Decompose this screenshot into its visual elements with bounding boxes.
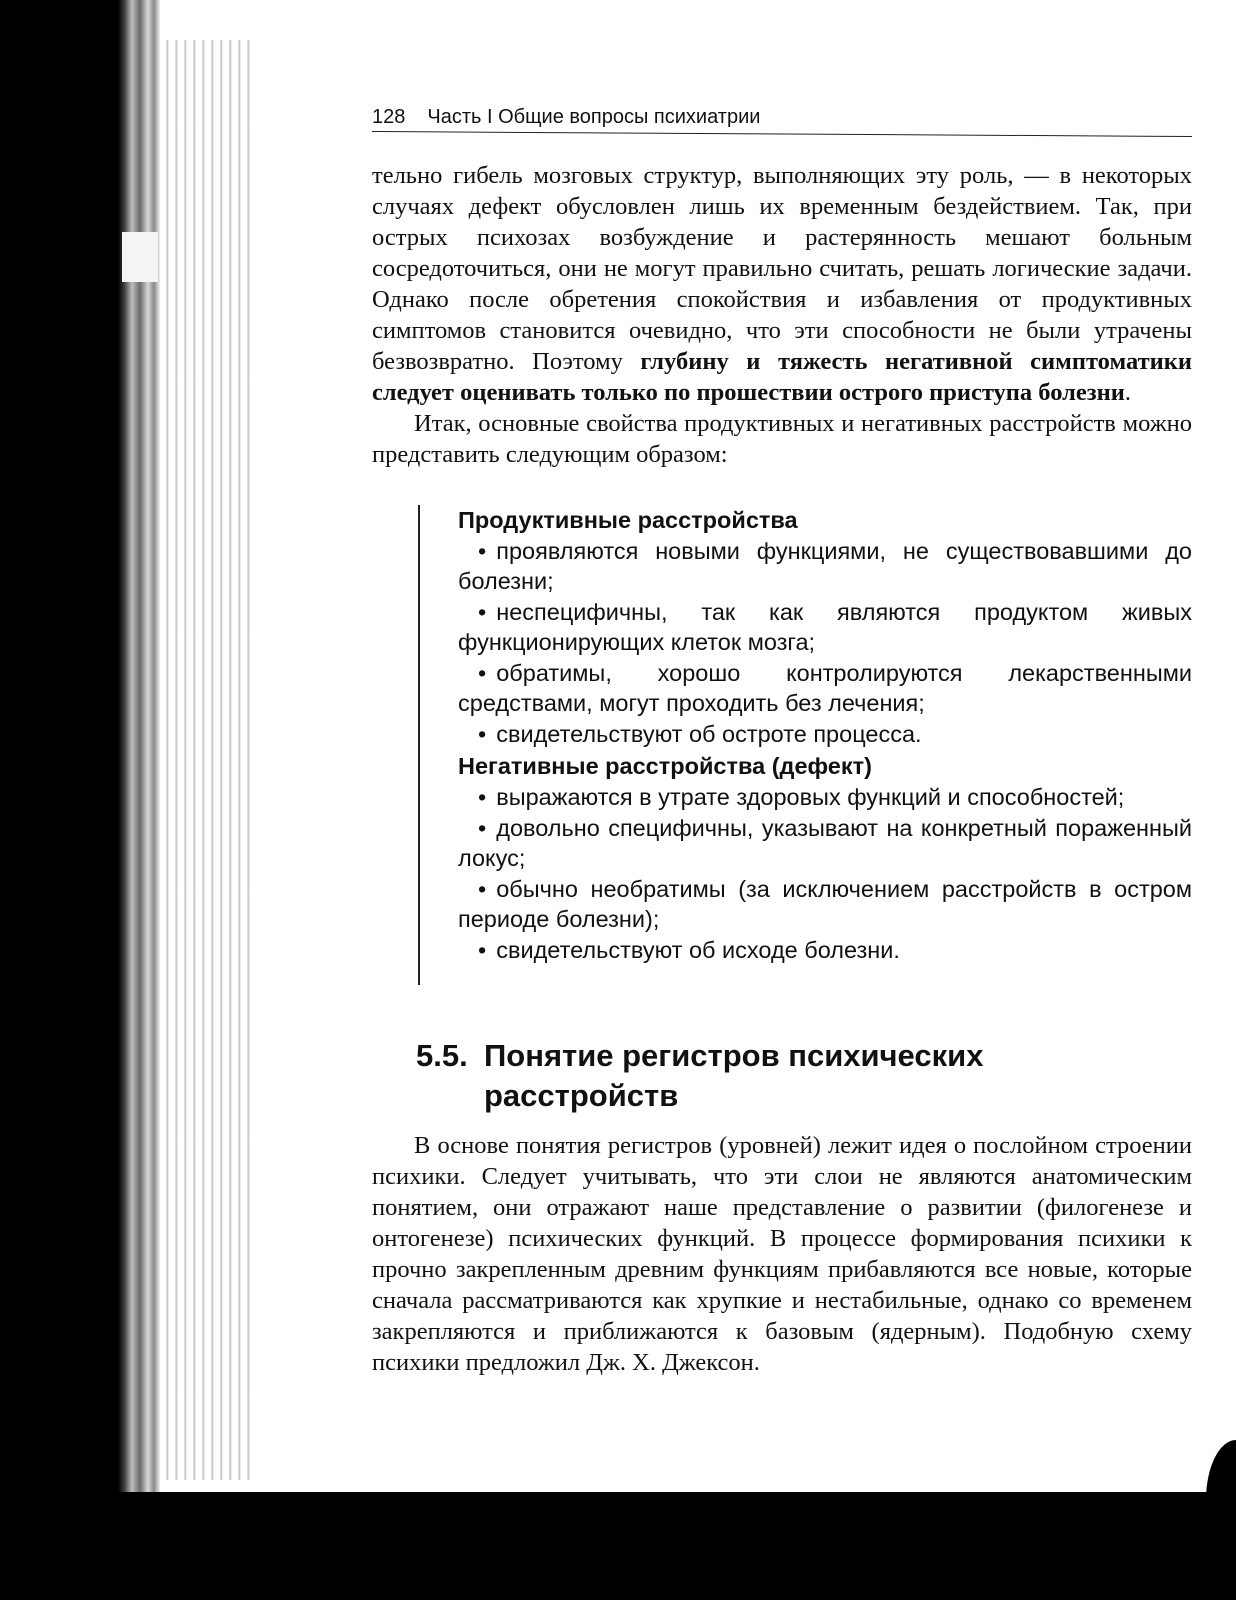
bullet-icon: •	[478, 599, 487, 625]
section-title-line-1: Понятие регистров психических	[484, 1038, 984, 1073]
paragraph-1-text: тельно гибель мозговых структур, выполняющих эту роль, — в некоторых случаях дефект обусловлен лишь их временным бездействием. Так, при острых психозах возбуждение и растерянность мешают больным сосредоточиться, они не могут правильно считать, решать логические задачи. Однако после обретения спокойствия и избавления от продуктивных симптомов становится очевидно, что эти способности не были утрачены безвозвратно. Поэтому	[372, 162, 1192, 375]
list-item	[458, 782, 1192, 812]
scan-page-curl	[1206, 1440, 1236, 1500]
list-item	[458, 719, 1192, 749]
scan-artifact	[122, 232, 158, 282]
list-item	[458, 597, 1192, 657]
scan-gutter-streaks	[160, 40, 255, 1480]
paragraph-1-end: .	[1124, 379, 1131, 406]
disorders-list	[458, 504, 1192, 966]
bullet-icon: •	[478, 721, 487, 747]
list-item	[458, 658, 1192, 718]
list-item-text: обычно необратимы (за исключением расстройств в остром периоде болезни);	[458, 876, 1192, 932]
negative-heading: Негативные расстройства (дефект)	[458, 753, 872, 779]
section-heading	[416, 1036, 1176, 1116]
productive-heading: Продуктивные расстройства	[458, 507, 798, 533]
bullet-icon: •	[478, 538, 487, 564]
list-item	[458, 874, 1192, 934]
paragraph-2: Итак, основные свойства продуктивных и негативных расстройств можно представить следующим образом:	[372, 410, 1192, 468]
bullet-icon: •	[478, 876, 487, 902]
page-number: 128	[372, 106, 406, 128]
bullet-icon: •	[478, 784, 487, 810]
paragraph-1	[372, 160, 1192, 408]
list-item	[458, 813, 1192, 873]
list-item-text: обратимы, хорошо контролируются лекарственными средствами, могут проходить без лечения;	[458, 660, 1192, 716]
paragraph-1-bold: глубину и тяжесть негативной симптоматики следует оценивать только по прошествии острого приступа болезни	[372, 348, 1192, 406]
bullet-icon: •	[478, 815, 487, 841]
list-item-text: неспецифичны, так как являются продуктом живых функционирующих клеток мозга;	[458, 599, 1192, 655]
bullet-icon: •	[478, 937, 487, 963]
bullet-icon: •	[478, 660, 487, 686]
list-item	[458, 935, 1192, 965]
list-item-text: довольно специфичны, указывают на конкретный пораженный локус;	[458, 815, 1192, 871]
running-title: Часть I Общие вопросы психиатрии	[427, 106, 761, 128]
running-header	[372, 106, 1192, 134]
list-sidebar-rule	[418, 505, 420, 985]
list-item-text: проявляются новыми функциями, не существовавшими до болезни;	[458, 538, 1192, 594]
paragraph-3: В основе понятия регистров (уровней) лежит идея о послойном строении психики. Следует учитывать, что эти слои не являются анатомическим понятием, они отражают наше представление о развитии (филогенезе и онтогенезе) психических функций. В процессе формирования психики к прочно закрепленным древним функциям прибавляются все новые, которые сначала рассматриваются как хрупкие и нестабильные, однако со временем закрепляются и приближаются к базовым (ядерным). Подобную схему психики предложил Дж. Х. Джексон.	[372, 1132, 1192, 1376]
list-item-text: свидетельствуют об исходе болезни.	[496, 937, 900, 963]
list-item	[458, 536, 1192, 596]
scan-bottom-band	[0, 1492, 1236, 1600]
list-item-text: свидетельствуют об остроте процесса.	[496, 721, 922, 747]
section-title-line-2: расстройств	[484, 1078, 679, 1113]
section-number: 5.5.	[416, 1038, 468, 1073]
list-item-text: выражаются в утрате здоровых функций и способностей;	[496, 784, 1125, 810]
